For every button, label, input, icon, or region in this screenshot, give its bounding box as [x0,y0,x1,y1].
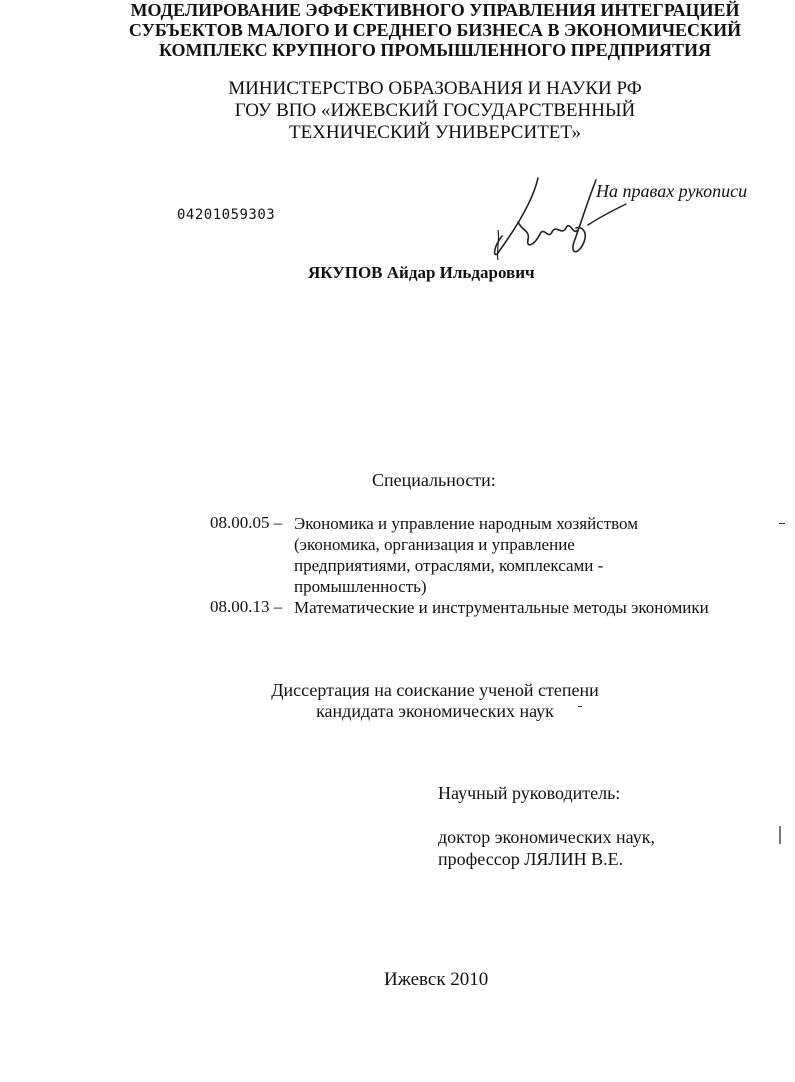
title-line-2: СУБЪЕКТОВ МАЛОГО И СРЕДНЕГО БИЗНЕСА В ЭКОНОМИЧЕСКИЙ [128,20,742,40]
title-line-1: МОДЕЛИРОВАНИЕ ЭФФЕКТИВНОГО УПРАВЛЕНИЯ ИНТЕГРАЦИЕЙ [130,0,740,20]
specialty-1-line: (экономика, организация и управление [294,535,575,554]
city-year: Ижевск 2010 [384,969,489,990]
ministry-line: МИНИСТЕРСТВО ОБРАЗОВАНИЯ И НАУКИ РФ [228,78,642,99]
archive-number: 04201059303 [177,207,276,223]
specialty-description-2 [294,597,709,618]
scan-mark [779,826,781,844]
specialty-code-1: 08.00.05 – [210,513,283,532]
supervisor-name: профессор ЛЯЛИН В.Е. [438,849,624,869]
supervisor-details [438,826,655,870]
ministry-header [0,78,795,144]
specialty-1-line: промышленность) [294,577,427,596]
author-name: ЯКУПОВ Айдар Ильдарович [308,263,535,282]
scan-mark [578,706,582,707]
specialty-code-2: 08.00.13 – [210,597,283,616]
specialty-description-1 [294,513,638,597]
university-line-2: ТЕХНИЧЕСКИЙ УНИВЕРСИТЕТ» [288,122,582,143]
university-line-1: ГОУ ВПО «ИЖЕВСКИЙ ГОСУДАРСТВЕННЫЙ [234,100,636,121]
supervisor-degree: доктор экономических наук, [438,827,655,847]
specialties-heading: Специальности: [372,470,496,490]
dissertation-title [0,0,795,60]
scan-mark [779,523,785,524]
degree-line-2: кандидата экономических наук [316,701,554,721]
rights-note: На правах рукописи [596,181,748,201]
specialty-1-line: предприятиями, отраслями, комплексами - [294,556,604,575]
supervisor-heading: Научный руководитель: [438,783,621,803]
specialty-2-line: Математические и инструментальные методы экономики [294,598,709,617]
degree-statement [0,680,795,722]
title-line-3: КОМПЛЕКС КРУПНОГО ПРОМЫШЛЕННОГО ПРЕДПРИЯТИЯ [158,40,712,60]
degree-line-1: Диссертация на соискание ученой степени [271,680,599,700]
specialty-1-line: Экономика и управление народным хозяйством [294,514,638,533]
